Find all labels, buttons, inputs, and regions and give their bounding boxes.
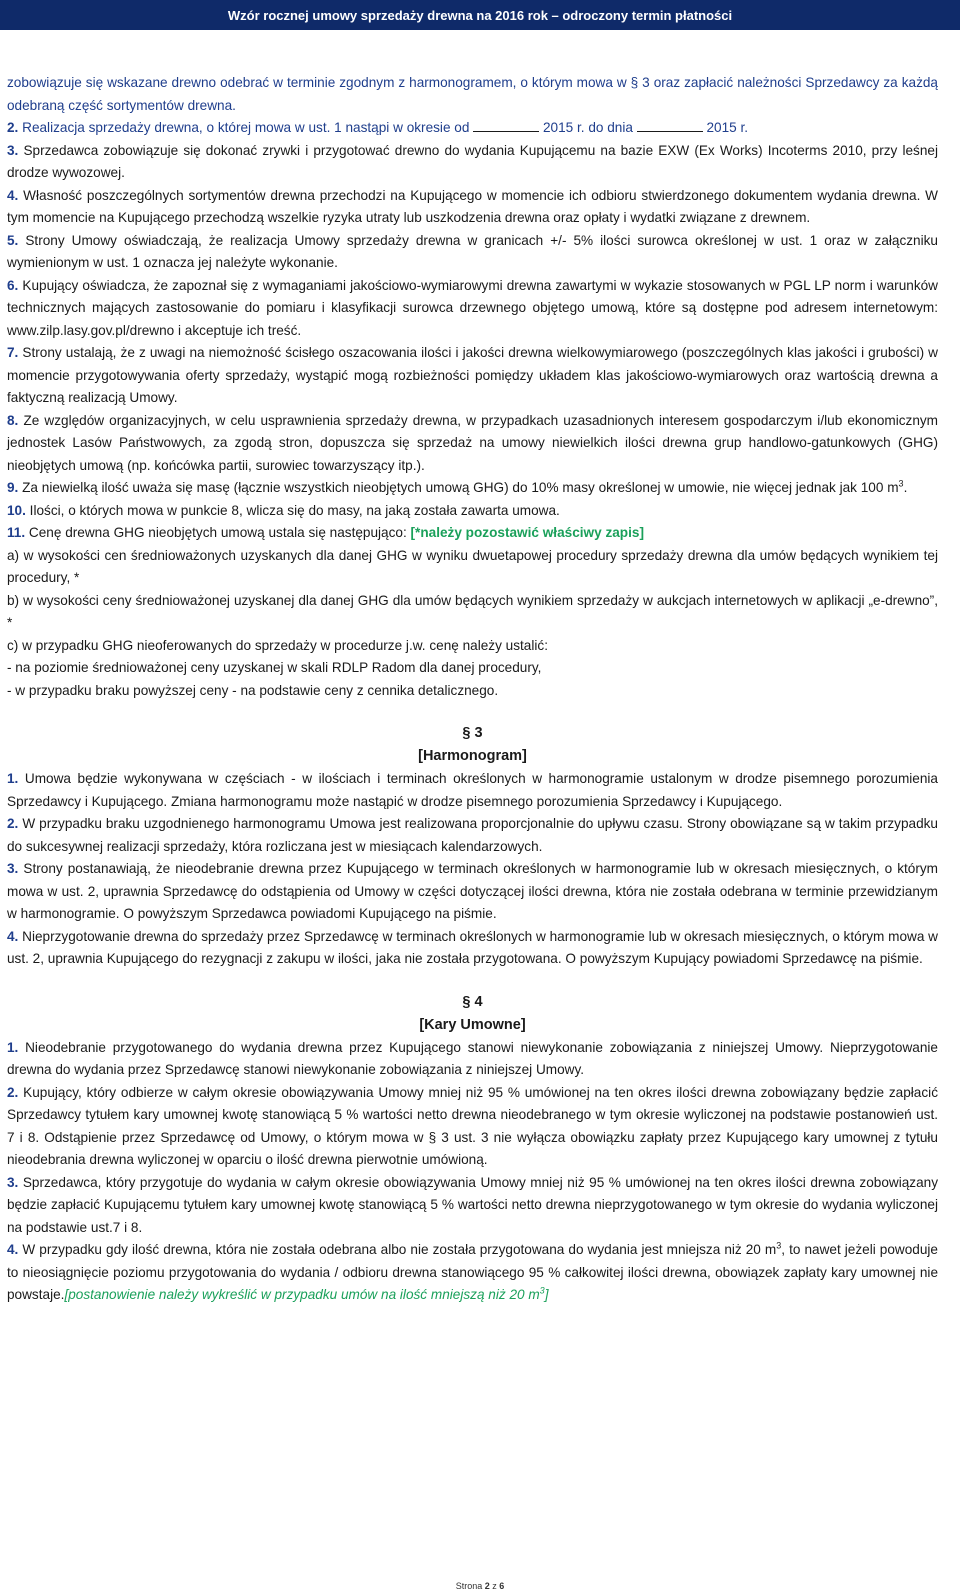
s2-paragraph-3: 3. Sprzedawca zobowiązuje się dokonać zrywki i przygotować drewno do wydania Kupującemu na bazie EXW (Ex Works) Incoterms 2010, przy leśnej drodze wywozowej. <box>7 142 938 180</box>
date-to-blank[interactable] <box>637 117 703 132</box>
s2-paragraph-7: 7. Strony ustalają, że z uwagi na niemożność ścisłego oszacowania ilości i jakości drewna wielkowymiarowego (poszczególnych klas jakości i grubości) w momencie przygotowywania oferty sprzedaży, wystąpić mogą rozbieżności pomiędzy układem klas jakościowo-wymiarowych oraz wartością drewna a faktyczną realizacją Umowy. <box>7 345 938 405</box>
spacer <box>7 702 938 722</box>
s2-paragraph-2: 2. Realizacja sprzedaży drewna, o której mowa w ust. 1 nastąpi w okresie od 2015 r. do dnia 2015 r. <box>7 117 938 140</box>
s2-paragraph-6: 6. Kupujący oświadcza, że zapoznał się z wymaganiami jakościowo-wymiarowymi drewna zawartymi w wykazie stosowanych w PGL LP norm i warunków technicznych mających zastosowanie do pomiaru i klasyfikacji surowca drzewnego objętego umową, które są dostępne pod adresem internetowym: www.zilp.lasy.gov.pl/drewno i akceptuje ich treść. <box>7 277 938 338</box>
s2-paragraph-4: 4. Własność poszczególnych sortymentów drewna przechodzi na Kupującego w momencie ich odbioru stwierdzonego dokumentem wydania drewna. W tym momencie na Kupującego przechodzą wszelkie ryzyka utraty lub uszkodzenia drewna oraz opłaty i wydatki związane z drewnem. <box>7 187 938 225</box>
s2-option-c-2: - w przypadku braku powyższej ceny - na podstawie ceny z cennika detalicznego. <box>7 682 499 698</box>
page-header <box>0 0 960 30</box>
s2-paragraph-8: 8. Ze względów organizacyjnych, w celu usprawnienia sprzedaży drewna, w przypadkach uzasadnionych interesem gospodarczym i/lub ekonomicznym jednostek Lasów Państwowych, za zgodą stron, dopuszcza się sprzedaż na umowy niewielkich ilości drewna grup handlowo-gatunkowych (GHG) nieobjętych umową (np. końcówka partii, surowiec towarzyszący itp.). <box>7 412 938 473</box>
s3-paragraph-3: 3. Strony postanawiają, że nieodebranie drewna przez Kupującego w terminach określonych w harmonogramie lub w okresach miesięcznych, o którym mowa w ust. 2, uprawnia Sprzedawcę do odstąpienia od Umowy w części dotyczącej ilości drewna, która nie została odebrana w terminie przewidzianym w harmonogramie. O powyższym Sprzedawca powiadomi Kupującego na piśmie. <box>7 861 938 921</box>
s3-paragraph-2: 2. W przypadku braku uzgodnienego harmonogramu Umowa jest realizowana proporcjonalnie do upływu czasu. Strony obowiązane są w takim przypadku do sukcesywnej realizacji sprzedaży, która rozliczana jest w miesiącach kalendarzowych. <box>7 816 938 854</box>
s2-paragraph-11: 11. Cenę drewna GHG nieobjętych umową ustala się następująco: [*należy pozostawić właściwy zapis] <box>7 525 644 540</box>
editor-note: [*należy pozostawić właściwy zapis] <box>410 525 644 540</box>
s2-option-c: c) w przypadku GHG nieoferowanych do sprzedaży w procedurze j.w. cenę należy ustalić: <box>7 637 548 653</box>
s2-paragraph-9: 9. Za niewielką ilość uważa się masę (łącznie wszystkich nieobjętych umową GHG) do 10% masy określonej w umowie, nie więcej jednak jak 100 $m^3$. <box>7 478 908 495</box>
page-total: 6 <box>499 1581 505 1591</box>
s2-paragraph-10: 10. Ilości, o których mowa w punkcie 8, wlicza się do masy, na jaką została zawarta umowa. <box>7 502 560 518</box>
s2-option-c-1: - na poziomie średnioważonej ceny uzyskanej w skali RDLP Radom dla danej procedury, <box>7 660 542 675</box>
section-4-symbol: § 4 <box>462 993 483 1010</box>
s4-paragraph-1: 1. Nieodebranie przygotowanego do wydania drewna przez Kupującego stanowi niewykonanie zobowiązania z niniejszej Umowy. Nieprzygotowanie drewna do wydania przez Sprzedawcę stanowi niewykonanie zobowiązania z niniejszej Umowy. <box>7 1039 938 1077</box>
page-number: 2 <box>484 1581 490 1591</box>
s2-option-a: a) w wysokości cen średnioważonych uzyskanych dla danej GHG w wyniku dwuetapowej procedury sprzedaży drewna dla umów będących wynikiem tej procedury, * <box>7 547 938 585</box>
s4-paragraph-4: 4. W przypadku gdy ilość drewna, która nie została odebrana albo nie została przygotowana do wydania jest mniejsza niż 20 $m^3$, to nawet jeżeli powoduje to nieosiągnięcie poziomu przygotowania do wydania / odbioru drewna stanowiącego 95 % całkowitej ilości drewna, obowiązek zapłaty kary umownej nie powstaje.[postanowienie należy wykreślić w przypadku umów na ilość mniejszą niż 20 $m^3$] <box>7 1240 938 1302</box>
spacer <box>7 971 938 991</box>
page-footer: Strona 2 z 6 <box>455 1581 505 1591</box>
s2-paragraph-1: zobowiązuje się wskazane drewno odebrać w terminie zgodnym z harmonogramem, o którym mowa w § 3 oraz zapłacić należności Sprzedawcy za każdą odebraną część sortymentów drewna. <box>7 75 938 113</box>
s3-paragraph-4: 4. Nieprzygotowanie drewna do sprzedaży przez Sprzedawcę w terminach określonych w harmonogramie lub w okresach miesięcznych, o którym mowa w ust. 2, uprawnia Kupującego do rezygnacji z zakupu w ilości, jaka nie została przygotowana. O powyższym Kupujący powiadomi Sprzedawcę na piśmie. <box>7 928 938 966</box>
date-from-blank[interactable] <box>473 117 539 132</box>
header-title: Wzór rocznej umowy sprzedaży drewna na 2016 rok – odroczony termin płatności <box>227 7 733 23</box>
section-4-title: [Kary Umowne] <box>419 1016 526 1033</box>
s4-paragraph-3: 3. Sprzedawca, który przygotuje do wydania w całym okresie obowiązywania Umowy mniej niż 95 % umówionej na ten okres ilości drewna zobowiązany będzie zapłacić Kupującemu tytułem kary umownej kwotę stanowiącą 5 % wartości netto drewna nieprzygotowanego w tym okresie do wydania wyliczonej na podstawie ust.7 i 8. <box>7 1174 938 1235</box>
s2-paragraph-5: 5. Strony Umowy oświadczają, że realizacja Umowy sprzedaży drewna w granicach +/- 5% ilości surowca określonej w ust. 1 oraz w załączniku wymienionym w ust. 1 oznacza jej należyte wykonanie. <box>7 232 938 270</box>
document-body <box>7 72 938 1307</box>
section-3-symbol: § 3 <box>462 725 483 741</box>
editor-note: [postanowienie należy wykreślić w przypadku umów na ilość mniejszą niż 20 $m^3$] <box>64 1285 549 1302</box>
s3-paragraph-1: 1. Umowa będzie wykonywana w częściach - w ilościach i terminach określonych w harmonogramie ustalonym w drodze pisemnego porozumienia Sprzedawcy i Kupującego. Zmiana harmonogramu może nastąpić w drodze pisemnego porozumienia Sprzedawcy i Kupującego. <box>7 771 938 809</box>
section-3-title: [Harmonogram] <box>418 748 527 764</box>
s2-option-b: b) w wysokości ceny średnioważonej uzyskanej dla danej GHG dla umów będących wynikiem sprzedaży w aukcjach internetowych w aplikacji „e-drewno”, * <box>7 592 938 630</box>
s4-paragraph-2: 2. Kupujący, który odbierze w całym okresie obowiązywania Umowy mniej niż 95 % umówionej na ten okres ilości drewna zobowiązany będzie zapłacić Sprzedawcy tytułem kary umownej kwotę stanowiącą 5 % wartości netto drewna nieodebranego w tym okresie wyliczonej na podstawie postanowień ust. 7 i 8. Odstąpienie przez Sprzedawcę od Umowy, o którym mowa w § 3 ust. 3 nie wyłącza obowiązku zapłaty przez Kupującego kary umownej z tytułu nieodebrania drewna wyliczonej w oparciu o ilość drewna pierwotnie umówioną. <box>7 1084 938 1167</box>
